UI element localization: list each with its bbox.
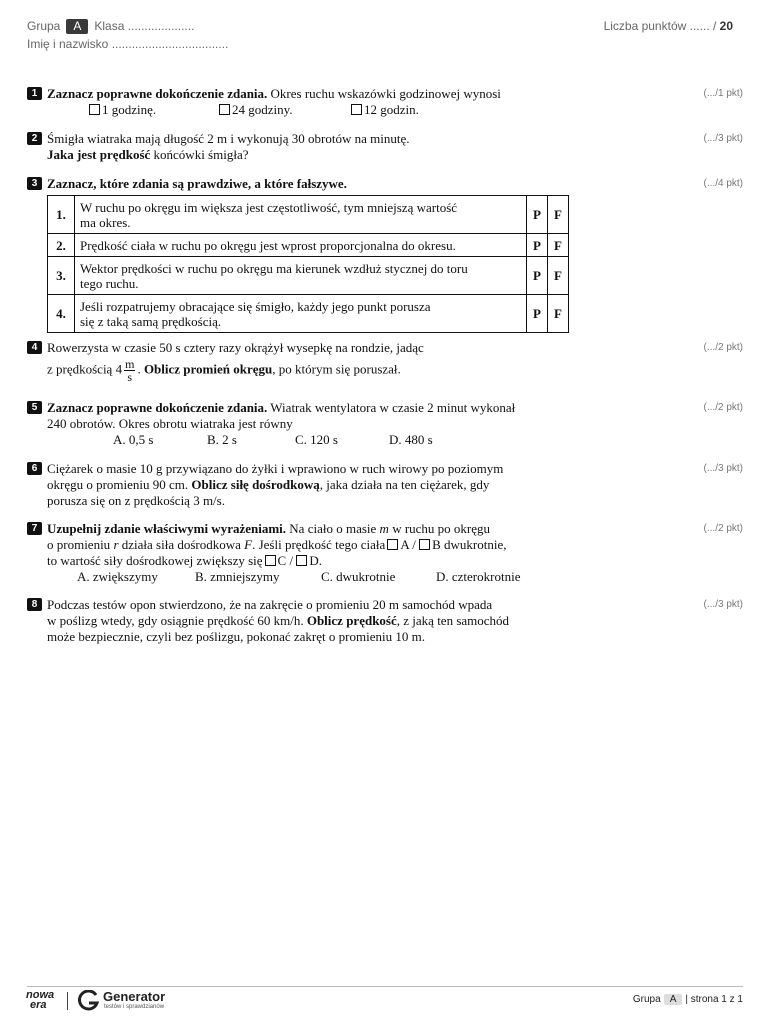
question-number: 2 [27,132,42,145]
checkbox-b[interactable] [419,539,430,550]
group-badge: A [664,994,683,1005]
false-option[interactable]: F [548,257,569,295]
question-8: 8 Podczas testów opon stwierdzono, że na zakręcie o promieniu 20 m samochód wpada w poślizg wtedy, gdy osiągnie prędkość 60 km/h. Oblicz prędkość, z jaką ten samochód może bezpiecznie, czyli bez poślizgu, pokonać zakręt o promieniu 10 m. (.../3 pkt) [27,597,743,645]
question-number: 4 [27,341,42,354]
instruction: Jaka jest prędkość [47,147,151,162]
option-d[interactable]: D. 480 s [389,432,433,447]
points-badge: (.../1 pkt) [703,88,743,99]
instruction: Uzupełnij zdanie właściwymi wyrażeniami. [47,521,287,536]
nowa-era-logo: nowa era [26,989,55,1011]
points-badge: (.../3 pkt) [703,599,743,610]
table-row: 4. Jeśli rozpatrujemy obracające się śmigło, każdy jego punkt porusza się z taką samą prędkością. P F [48,295,569,333]
false-option[interactable]: F [548,295,569,333]
group-label: Grupa [27,19,61,33]
option-b: B. zmniejszymy [195,569,280,584]
option-b[interactable]: B. 2 s [207,432,237,447]
checkbox[interactable] [219,104,230,115]
points-total: 20 [719,19,733,33]
true-option[interactable]: P [527,295,548,333]
instruction: Oblicz siłę dośrodkową [191,477,320,492]
question-7: 7 Uzupełnij zdanie właściwymi wyrażeniami. Na ciało o masie m w ruchu po okręgu o promieniu r działa siła dośrodkowa F. Jeśli prędkość tego ciała A / B dwukrotnie, to wartość siły dośrodkowej zwiększy się C / D. A. zwiększymy B. zmniejszymy C. dwukrotnie D. czterokrotnie (.../2 pkt) [27,521,743,585]
points-summary [604,19,733,33]
table-row: 1. W ruchu po okręgu im większa jest częstotliwość, tym mniejszą wartość ma okres. P F [48,196,569,234]
unit-fraction: $\frac{m}{s}$ [125,357,135,384]
instruction: Oblicz prędkość [306,613,397,628]
checkbox[interactable] [89,104,100,115]
checkbox-d[interactable] [296,555,307,566]
question-number: 7 [27,522,42,535]
question-number: 5 [27,401,42,414]
checkbox-a[interactable] [387,539,398,550]
name-field: Imię i nazwisko ................................... [27,37,229,51]
instruction: Oblicz promień okręgu [143,361,273,377]
page-info: Grupa A | strona 1 z 1 [632,994,743,1005]
footer-divider [27,986,743,987]
option-1[interactable]: 1 godzinę. [89,102,219,118]
points-badge: (.../2 pkt) [703,342,743,353]
generator-logo-icon [76,990,100,1012]
logo-separator [67,992,68,1010]
generator-subtitle: testów i sprawdzianów [104,1004,165,1010]
page-number: | strona 1 z 1 [685,994,743,1005]
option-a: A. zwiększymy [77,569,158,584]
question-text: Rowerzysta w czasie 50 s cztery razy okrążył wysepkę na rondzie, jadąc [47,340,424,355]
points-badge: (.../3 pkt) [703,463,743,474]
instruction: Zaznacz, które zdania są prawdziwe, a które fałszywe. [47,176,347,191]
true-false-table [47,195,569,333]
question-text: Podczas testów opon stwierdzono, że na zakręcie o promieniu 20 m samochód wpada [47,597,493,612]
generator-brand: Generator [103,989,166,1004]
false-option[interactable]: F [548,234,569,257]
question-2: 2 Śmigła wiatraka mają długość 2 m i wykonują 30 obrotów na minutę. Jaka jest prędkość końcówki śmigła? (.../3 pkt) [27,131,743,163]
group-line [27,19,194,34]
question-text: Wiatrak wentylatora w czasie 2 minut wykonał [267,400,516,415]
checkbox[interactable] [351,104,362,115]
points-badge: (.../2 pkt) [703,402,743,413]
question-6: 6 Ciężarek o masie 10 g przywiązano do żyłki i wprawiono w ruch wirowy po poziomym okręgu o promieniu 90 cm. Oblicz siłę dośrodkową, jaka działa na ten ciężarek, gdy porusza się on z prędkością 3 m/s. (.../3 pkt) [27,461,743,509]
false-option[interactable]: F [548,196,569,234]
option-c: C. dwukrotnie [321,569,396,584]
class-field: Klasa .................... [94,19,195,33]
question-1 [27,86,743,118]
true-option[interactable]: P [527,257,548,295]
question-text: Ciężarek o masie 10 g przywiązano do żyłki i wprawiono w ruch wirowy po poziomym [47,461,504,476]
option-c[interactable]: C. 120 s [295,432,338,447]
group-badge: A [66,19,88,34]
question-number: 1 [27,87,42,100]
question-number: 8 [27,598,42,611]
option-a[interactable]: A. 0,5 s [113,432,154,447]
table-row: 2. Prędkość ciała w ruchu po okręgu jest wprost proporcjonalna do okresu. P F [48,234,569,257]
question-number: 3 [27,177,42,190]
points-label: Liczba punktów ...... / [603,19,717,33]
question-text: Okres ruchu wskazówki godzinowej wynosi [267,86,501,101]
true-option[interactable]: P [527,196,548,234]
table-row: 3. Wektor prędkości w ruchu po okręgu ma kierunek wzdłuż stycznej do toru tego ruchu. P F [48,257,569,295]
option-2[interactable]: 24 godziny. [219,102,351,118]
points-badge: (.../3 pkt) [703,133,743,144]
points-badge: (.../4 pkt) [703,178,743,189]
instruction: Zaznacz poprawne dokończenie zdania. [47,400,268,415]
points-badge: (.../2 pkt) [703,523,743,534]
question-4: 4 Rowerzysta w czasie 50 s cztery razy okrążył wysepkę na rondzie, jadąc z prędkością 4 $\frac{m}{s}$ . Oblicz promień okręgu, po którym się poruszał. (.../2 pkt) [27,340,743,383]
question-text: Śmigła wiatraka mają długość 2 m i wykonują 30 obrotów na minutę. [47,131,410,146]
instruction: Zaznacz poprawne dokończenie zdania. [47,86,268,101]
true-option[interactable]: P [527,234,548,257]
option-3[interactable]: 12 godzin. [351,102,419,118]
question-number: 6 [27,462,42,475]
checkbox-c[interactable] [265,555,276,566]
question-3 [27,176,743,192]
question-5: 5 Zaznacz poprawne dokończenie zdania. Wiatrak wentylatora w czasie 2 minut wykonał 240 obrotów. Okres obrotu wiatraka jest równy A. 0,5 s B. 2 s C. 120 s D. 480 s (.../2 pkt) [27,400,743,448]
option-d: D. czterokrotnie [436,569,521,584]
